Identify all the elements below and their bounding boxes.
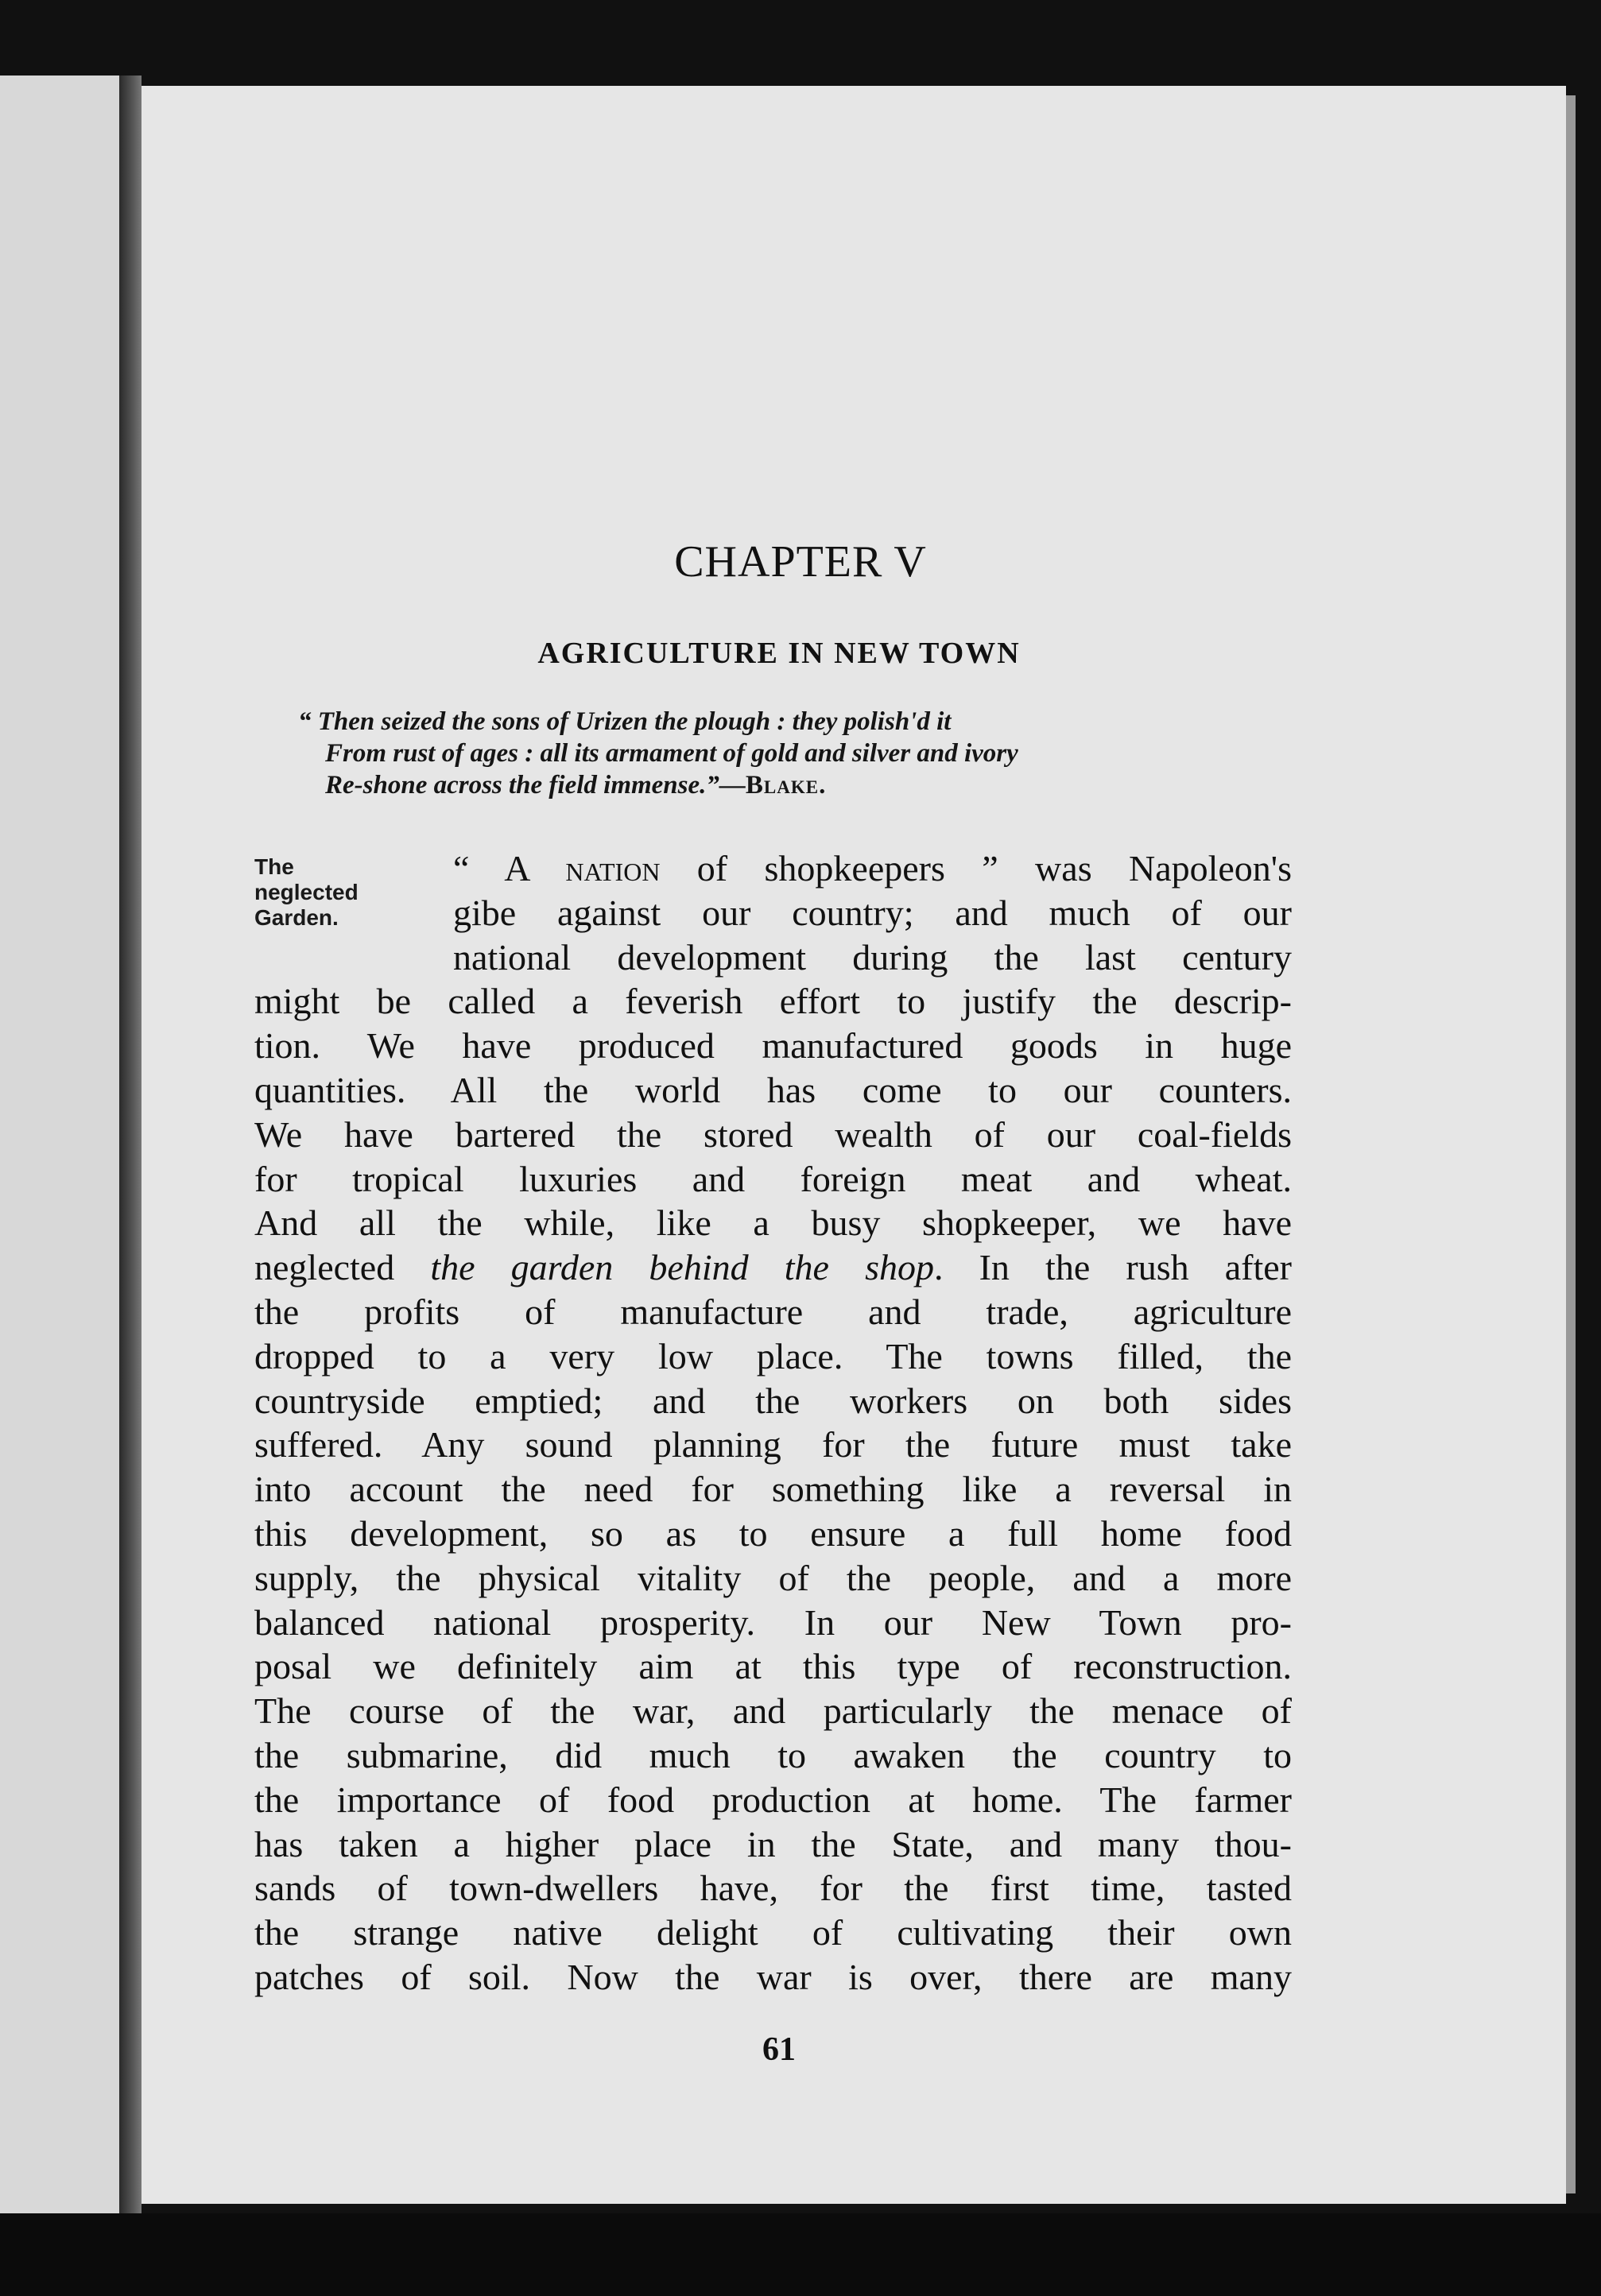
opening-smallcaps: nation [565,848,661,889]
body-line: the profits of manufacture and trade, agriculture [254,1291,1292,1332]
body-line: for tropical luxuries and foreign meat and wheat. [254,1158,1292,1199]
epigraph-author: Blake. [745,771,827,800]
body-line: And all the while, like a busy shopkeeper, we have [254,1202,1292,1244]
epigraph [298,706,1308,801]
body-line: gibe against our country; and much of our [453,892,1292,933]
body-line: the submarine, did much to awaken the country to [254,1734,1292,1775]
margin-note-line: Garden. [254,905,339,930]
body-line-text: . In the rush after [933,1247,1292,1288]
body-line [254,846,1292,891]
chapter-subtitle: AGRICULTURE IN NEW TOWN [537,637,1021,670]
epigraph-line: From rust of ages : all its armament of gold and silver and ivory [325,739,1018,768]
margin-note-line: neglected [254,880,359,904]
body-line: this development, so as to ensure a full home food [254,1512,1292,1554]
body-line: the importance of food production at home. The farmer [254,1779,1292,1820]
body-line: quantities. All the world has come to our counters. [254,1069,1292,1110]
body-line: into account the need for something like a reversal in [254,1469,1292,1510]
italic-phrase: the garden behind the shop [430,1247,934,1288]
page-number: 61 [762,2031,796,2068]
body-line: countryside emptied; and the workers on both sides [254,1380,1292,1421]
facing-page-edge [0,76,119,2213]
chapter-title: CHAPTER V [674,537,927,587]
body-line-text: of shopkeepers ” was Napoleon's [660,848,1292,889]
epigraph-line: “ Then seized the sons of Urizen the plough : they polish'd it [298,707,952,736]
body-line: might be called a feverish effort to justify the descrip- [254,981,1292,1022]
body-line [254,1245,1292,1290]
body-line: suffered. Any sound planning for the future must take [254,1424,1292,1465]
page-stack-edge [1566,95,1576,2193]
body-line: balanced national prosperity. In our New Town pro- [254,1601,1292,1643]
scan-background [0,2213,1601,2296]
body-line: sands of town-dwellers have, for the first time, tasted [254,1868,1292,1909]
body-line-text: neglected [254,1247,431,1288]
body-line: tion. We have produced manufactured goods in huge [254,1025,1292,1067]
body-line: has taken a higher place in the State, and many thou- [254,1823,1292,1864]
body-line: The course of the war, and particularly the menace of [254,1690,1292,1732]
epigraph-line [298,769,1308,801]
book-gutter [119,76,141,2213]
epigraph-line-text: Re-shone across the field immense.”— [325,771,746,800]
body-line: the strange native delight of cultivating their own [254,1912,1292,1953]
body-text [254,846,1292,2000]
body-line: national development during the last century [453,936,1292,978]
body-line: supply, the physical vitality of the people, and a more [254,1557,1292,1598]
body-line: We have bartered the stored wealth of our coal-fields [254,1113,1292,1155]
body-line: patches of soil. Now the war is over, there are many [254,1956,1292,1997]
opening-quote: “ A [453,848,566,889]
body-line: posal we definitely aim at this type of reconstruction. [254,1646,1292,1687]
margin-note-line: The [254,854,294,879]
body-line: dropped to a very low place. The towns filled, the [254,1335,1292,1376]
